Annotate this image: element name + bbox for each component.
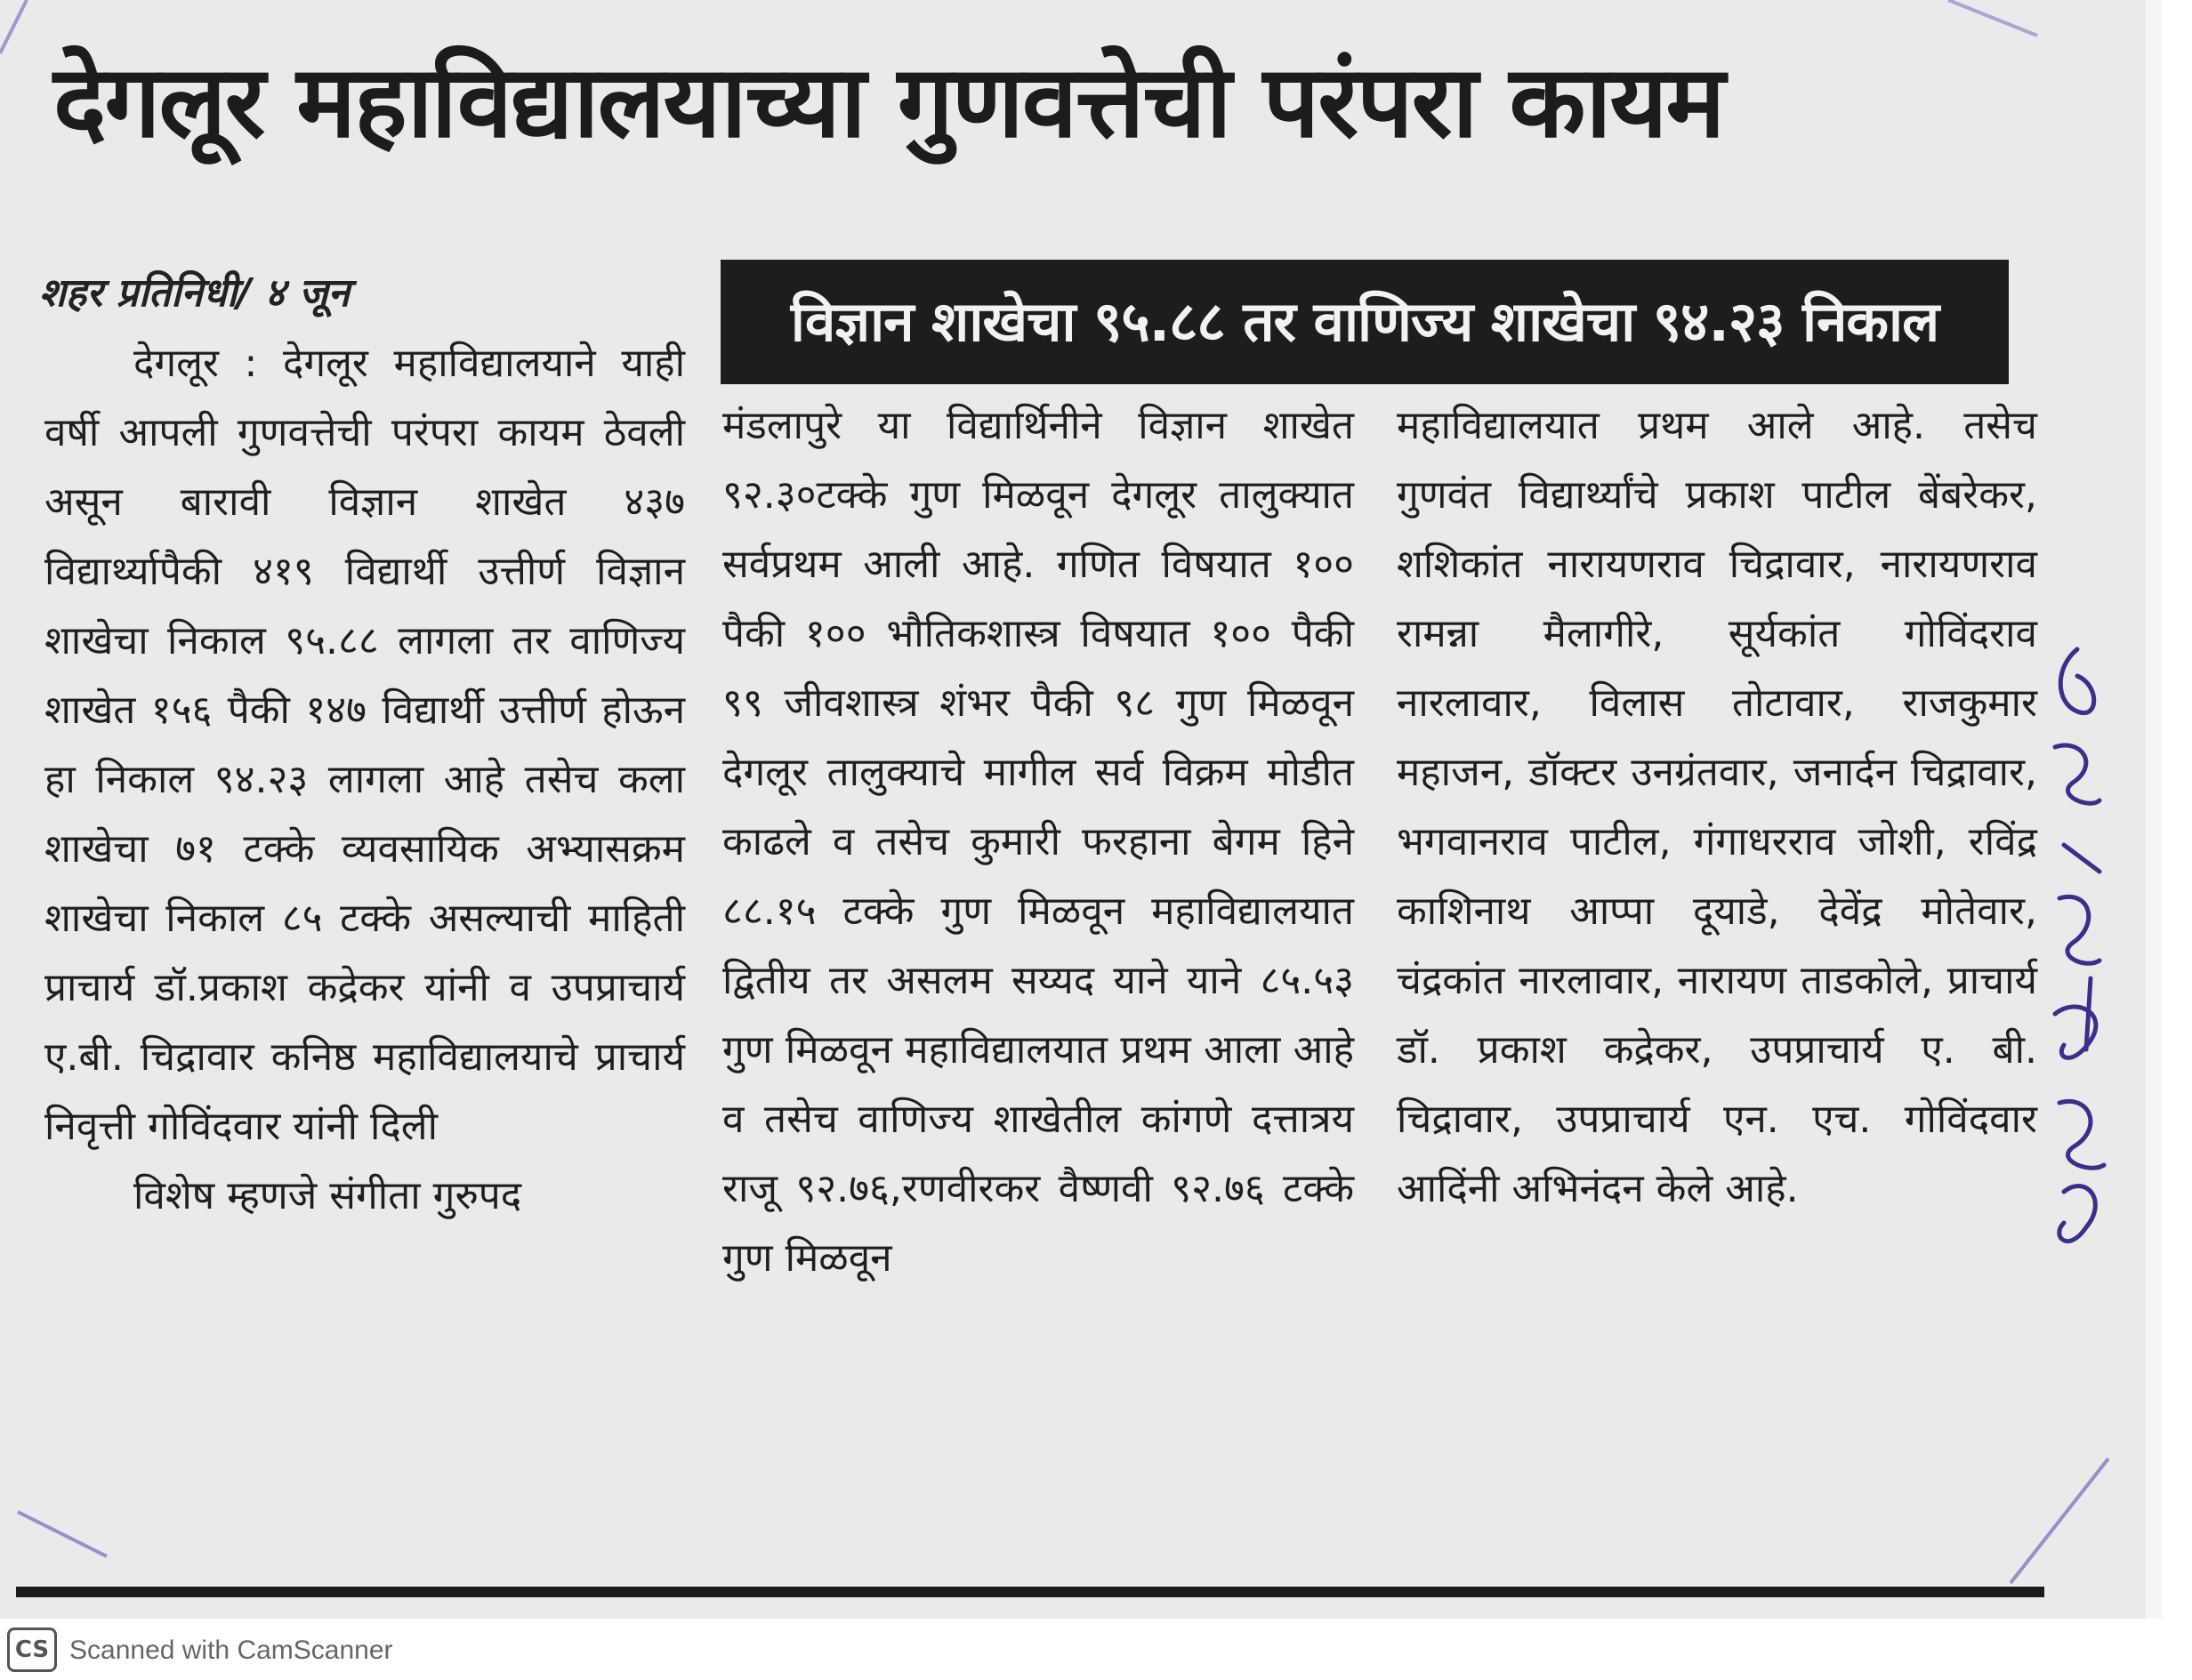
column-1-paragraph-2: विशेष म्हणजे संगीता गुरुपद: [133, 1173, 522, 1218]
dateline: शहर प्रतिनिधी/ ४ जून: [39, 270, 351, 316]
handwritten-annotation: [2037, 640, 2117, 1281]
camscanner-logo: CS: [7, 1628, 57, 1672]
bottom-rule: [16, 1587, 2044, 1597]
column-3-text: महाविद्यालयात प्रथम आले आहे. तसेच गुणवंत विद्यार्थ्यांचे प्रकाश पाटील बेंबरेकर, शशिकांत नारायणराव चिद्रावार, नारायणराव रामन्ना मैलागीरे, सूर्यकांत गोविंदराव नारलावार, विलास तोटावार, राजकुमार महाजन, डॉक्टर उनग्रंतवार, जनार्दन चिद्रावार, भगवानराव पाटील, गंगाधरराव जोशी, रविंद्र काशिनाथ आप्पा दूयाडे, देवेंद्र मोतेवार, चंद्रकांत नारलावार, नारायण ताडकोले, प्राचार्य डॉ. प्रकाश कद्रेकर, उपप्राचार्य ए. बी. चिद्रावार, उपप्राचार्य एन. एच. गोविंदवार आदिंनी अभिनंदन केले आहे.: [1397, 403, 2037, 1211]
column-1-paragraph-1: देगलूर : देगलूर महाविद्यालयाने याही वर्षी आपली गुणवत्तेची परंपरा कायम ठेवली असून बारावी विज्ञान शाखेत ४३७ विद्यार्थ्यापैकी ४१९ विद्यार्थी उत्तीर्ण विज्ञान शाखेचा निकाल ९५.८८ लागला तर वाणिज्य शाखेत १५६ पैकी १४७ विद्यार्थी उत्तीर्ण होऊन हा निकाल ९४.२३ लागला आहे तसेच कला शाखेचा ७१ टक्के व्यवसायिक अभ्यासक्रम शाखेचा निकाल ८५ टक्के असल्याची माहिती प्राचार्य डॉ.प्रकाश कद्रेकर यांनी व उपप्राचार्य ए.बी. चिद्रावार कनिष्ठ महाविद्यालयाचे प्राचार्य निवृत्ती गोविंदवार यांनी दिली: [44, 341, 685, 1149]
subheadline-banner: विज्ञान शाखेचा ९५.८८ तर वाणिज्य शाखेचा ९४.२३ निकाल: [721, 260, 2009, 384]
handwritten-annotation-drawing: [2037, 640, 2117, 1281]
headline: देगलूर महाविद्यालयाच्या गुणवत्तेची परंपरा कायम: [53, 44, 1724, 160]
article-column-1: [44, 329, 685, 1231]
camscanner-watermark-text: Scanned with CamScanner: [69, 1636, 393, 1665]
column-2-text: मंडलापुरे या विद्यार्थिनीने विज्ञान शाखेत ९२.३०टक्के गुण मिळवून देगलूर तालुक्यात सर्वप्रथम आली आहे. गणित विषयात १०० पैकी १०० भौतिकशास्त्र विषयात १०० पैकी ९९ जीवशास्त्र शंभर पैकी ९८ गुण मिळवून देगलूर तालुक्याचे मागील सर्व विक्रम मोडीत काढले व तसेच कुमारी फरहाना बेगम हिने ८८.१५ टक्के गुण मिळवून महाविद्यालयात द्वितीय तर असलम सय्यद याने याने ८५.५३ गुण मिळवून महाविद्यालयात प्रथम आला आहे व तसेच वाणिज्य शाखेतील कांगणे दत्तात्रय राजू ९२.७६,रणवीरकर वैष्णवी ९२.७६ टक्के गुण मिळवून: [722, 403, 1354, 1281]
article-column-3: [1397, 391, 2037, 1224]
article-column-2: [722, 391, 1354, 1293]
